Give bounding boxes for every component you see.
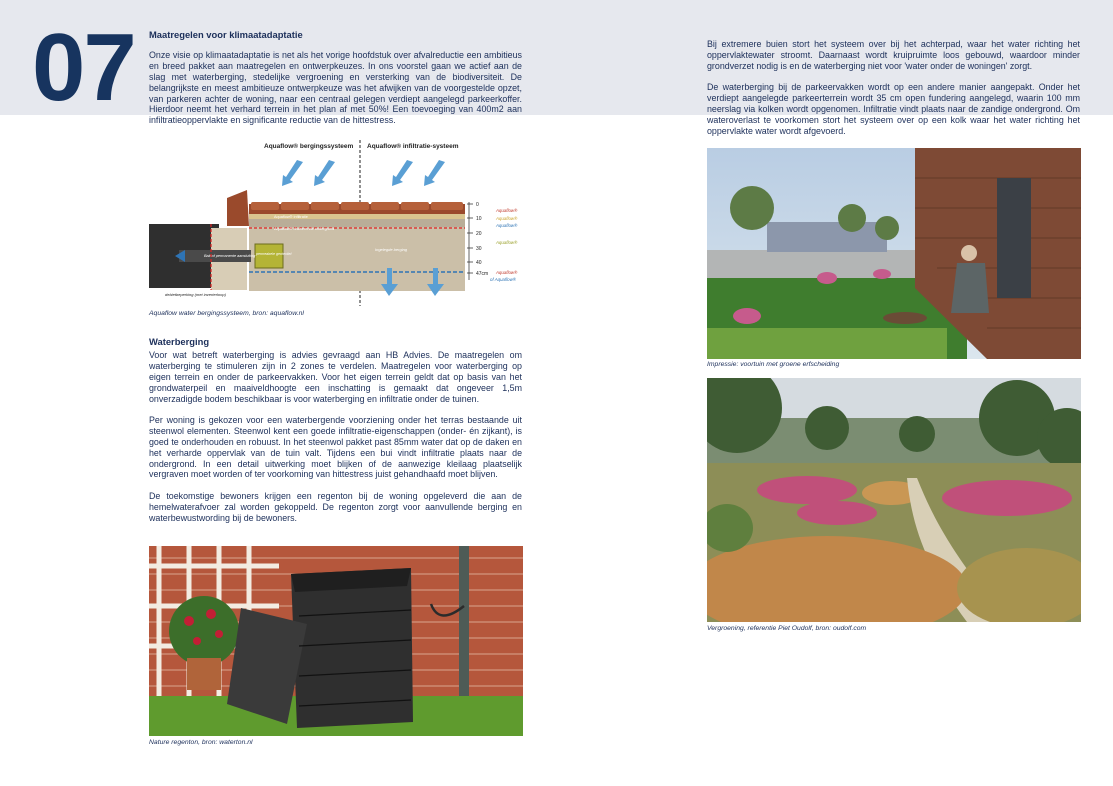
waterberging-heading: Waterberging — [149, 336, 210, 347]
legend-item: Aquaflow® — [496, 270, 518, 275]
waterberging-paragraph-3: De toekomstige bewoners krijgen een regenton bij de woning opgeleverd die aan de hemelwaterafvoer zal worden gekoppeld. De regenton zorgt voor aanvullende berging en waterbewustwording bij de bewoners. — [149, 490, 522, 523]
regenton-photo — [149, 546, 523, 736]
diagram-label-right: Aquaflow® infiltratie-systeem — [367, 143, 459, 150]
right-paragraph-2: De waterberging bij de parkeervakken wordt op een andere manier aangepakt. Onder het verdiept aangelegde parkeerterrein wordt 35 cm open fundering aangelegd, waarin 100 mm neerslag via kolken wordt opgenomen. Infiltratie vindt plaats naar de zandige ondergrond. Om wateroverlast te voorkomen stort het systeem over op een kolk waar het water richting het oppervlakte water wordt afgevoerd. — [707, 82, 1080, 136]
diagram-label-left: Aquaflow® bergingssysteem — [264, 143, 354, 150]
impression-image — [707, 148, 1081, 359]
oudolf-garden-image — [707, 378, 1081, 622]
chapter-number: 07 — [32, 14, 135, 121]
scale-tick: 0 — [476, 202, 479, 208]
diagram-inner-label: permeabele geotextiel — [256, 252, 292, 256]
left-column — [149, 30, 522, 137]
oudolf-caption: Vergroening, referentie Piet Oudolf, bron: oudolf.com — [707, 625, 867, 632]
diagram-caption: Aquaflow water bergingssysteem, bron: aquaflow.nl — [149, 310, 304, 317]
waterberging-paragraph-2: Per woning is gekozen voor een waterbergende voorziening onder het terras bestaande uit steenwol elementen. Steenwol kent een goede infiltratie-eigenschappen (onder- én zijkant), is goed te onderhouden en robuust. In het steenwol pakket past 85mm water dat op de daken en het verharde oppervlak van de tuin valt. Tijdens een bui vindt infiltratie plaats naar de ondergrond. In een detail uitwerking moet blijken of de aanwezige kleilaag plaatselijk vergraven moet worden of ter voorkoming van hittestress juist gehandhaafd moet blijven. — [149, 414, 522, 480]
scale-tick: 20 — [476, 231, 482, 237]
impression-caption: Impressie: voortuin met groene erfscheiding — [707, 361, 840, 368]
legend-item: Aquaflow® — [496, 216, 518, 221]
chapter-title: Maatregelen voor klimaatadaptatie — [149, 29, 303, 40]
scale-tick: 47cm — [476, 271, 489, 277]
diagram-inner-label: Bak of permanente aansluiting — [204, 254, 256, 258]
legend-item: Aquaflow® — [496, 223, 518, 228]
diagram-inner-label: debietbeperking (met inverterloop) — [165, 292, 226, 297]
intro-paragraph: Onze visie op klimaatadaptatie is net als het vorige hoofdstuk over afvalreductie een ambitieus en breed pakket aan maatregelen en ontwerpkeuzes. In ons voorstel gaan we actief aan de slag met waterberging, stedelijke vergroening en versterking van de biodiversiteit. De belangrijkste en meest ambitieuze ontwerpkeuze was het afwijken van de voorgestelde opzet, van parkeren achter de woning, naar een centraal gelegen verdiept aangelegd parkeerkoffer. Hierdoor neemt het verhard terrein in het plan af met 50%! Een toevoeging van 400m2 aan infiltratieoppervlakte en significante reductie van de hittestress. — [149, 49, 522, 126]
regenton-caption: Nature regenton, bron: waterton.nl — [149, 739, 253, 746]
rain-arrow-icon — [282, 160, 445, 186]
scale-tick: 40 — [476, 260, 482, 266]
waterberging-paragraph-1: Voor wat betreft waterberging is advies gevraagd aan HB Advies. De maatregelen om waterberging te stimuleren zijn in 2 zones te verdelen. Maatregelen voor waterberging op eigen terrein en onder de parkeervakken. Voor het eigen terrein geldt dat op basis van het grondwaterpeil en maaiveldhoogte een inschatting is gemaakt dat ongeveer 1,5m onverzadigde bodem beschikbaar is voor waterberging en infiltratie onder de tuinen. — [149, 349, 522, 404]
diagram-inner-label: Aquaflow® Infiltratie — [274, 215, 308, 219]
scale-tick: 30 — [476, 246, 482, 252]
diagram-inner-label: Ingelegde berging — [375, 247, 408, 252]
legend-item: of Aquaflow® — [490, 277, 517, 282]
aquaflow-diagram — [149, 138, 523, 308]
waterberging-section — [149, 337, 522, 534]
scale-tick: 10 — [476, 216, 482, 222]
diagram-inner-label: Aquaflow® drainerende ondergrond — [274, 227, 335, 231]
right-column — [707, 39, 1080, 147]
right-paragraph-1: Bij extremere buien stort het systeem over bij het achterpad, waar het water richting het oppervlaktewater stroomt. Daarnaast wordt kruipruimte loos gebouwd, waardoor minder grondverzet nodig is en de waterberging niet voor 'water onder de woningen' zorgt. — [707, 39, 1080, 71]
legend-item: Aquaflow® — [496, 208, 518, 213]
legend-item: Aquaflow® — [496, 240, 518, 245]
